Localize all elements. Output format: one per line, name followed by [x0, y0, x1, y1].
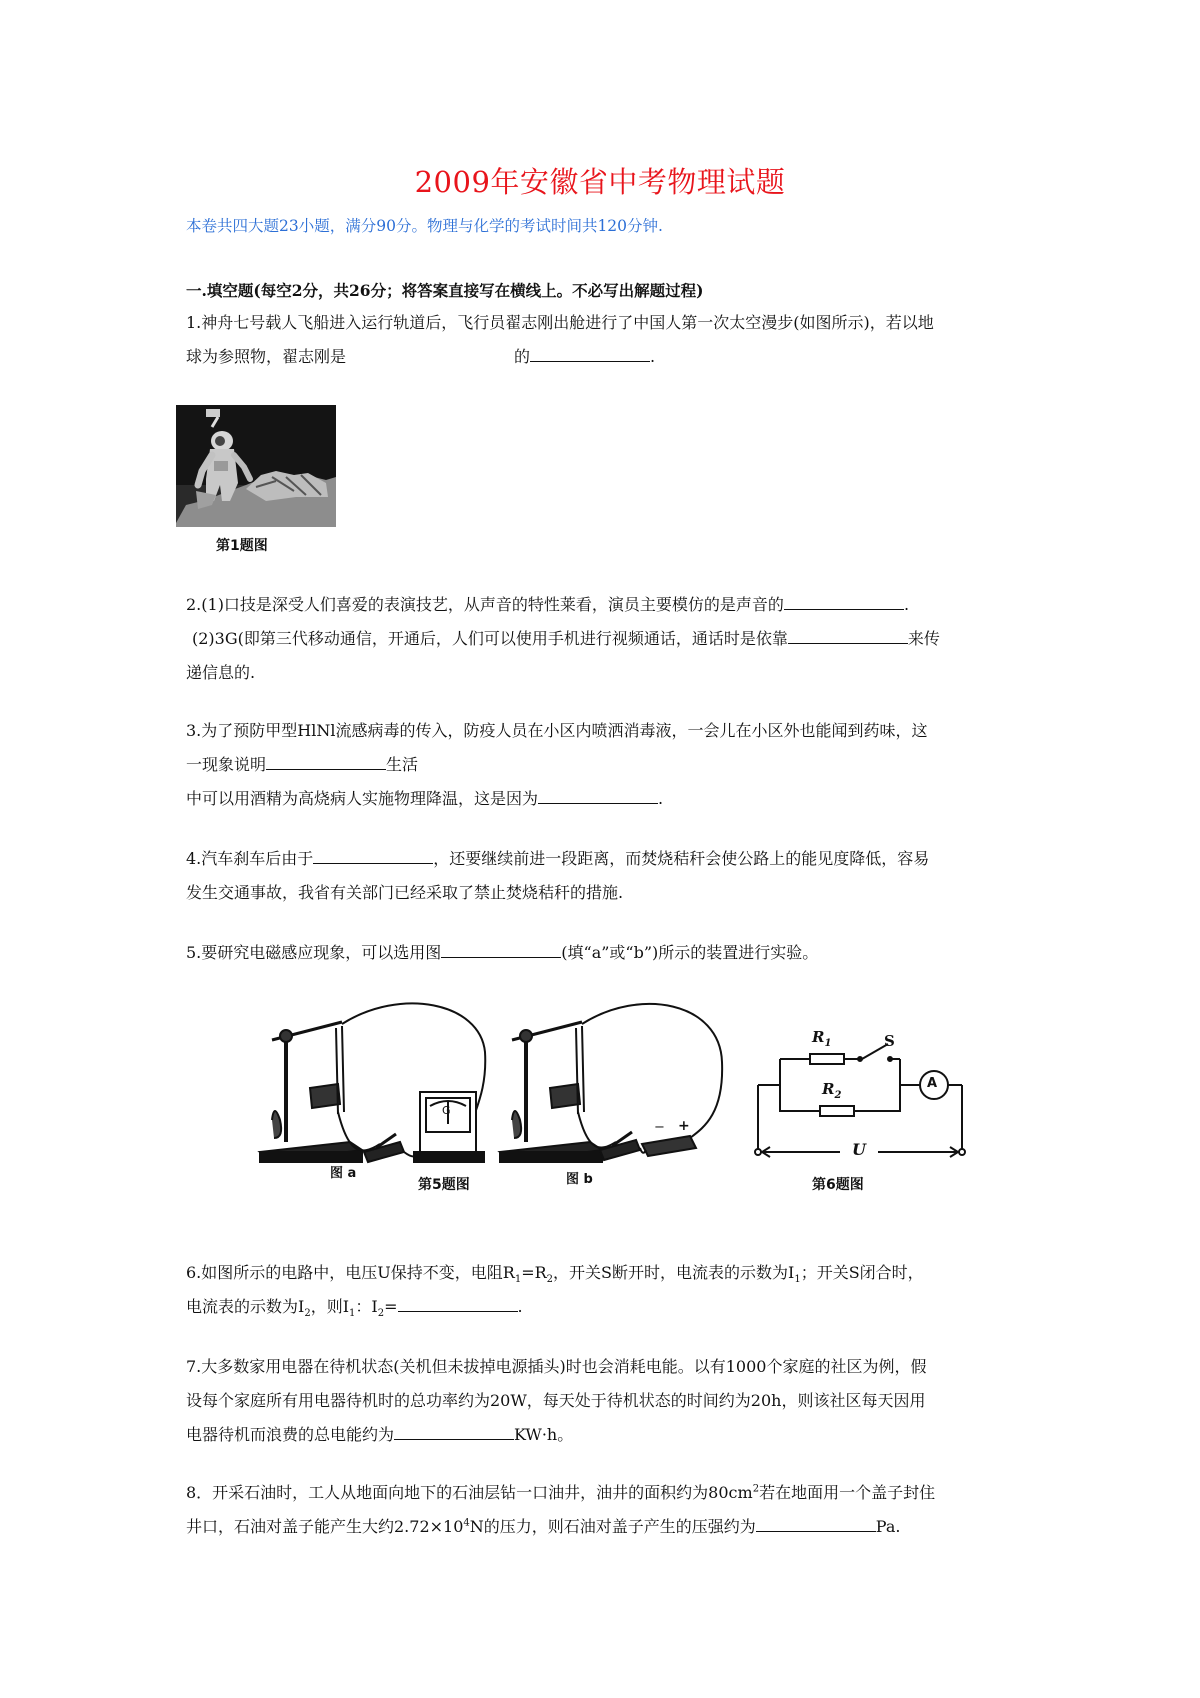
fig-a-label: 图 a — [330, 1166, 357, 1181]
q6-sub-5: 1 — [349, 1308, 356, 1320]
voltage-label: U — [852, 1140, 866, 1159]
ammeter-label: A — [927, 1076, 938, 1091]
answer-blank[interactable] — [788, 624, 908, 644]
q6-figure-caption: 第6题图 — [812, 1177, 864, 1193]
answer-blank[interactable] — [530, 342, 650, 362]
r2-subscript: 2 — [834, 1090, 842, 1101]
answer-blank[interactable] — [398, 1292, 518, 1312]
answer-blank[interactable] — [538, 784, 658, 804]
experiment-apparatus-diagram — [250, 992, 1050, 1204]
q3-line-2 — [186, 748, 1028, 782]
q6-text-9: . — [517, 1297, 523, 1316]
q6-text-2: =R — [521, 1263, 547, 1282]
q5-text-1: 5.要研究电磁感应现象，可以选用图 — [186, 943, 442, 962]
q6-sub-1: 1 — [514, 1274, 522, 1286]
q1-figure — [176, 405, 336, 554]
q1-line-1: 1.神舟七号载人飞船进入运行轨道后，飞行员翟志刚出舱进行了中国人第一次太空漫步(如图所示)，若以地 — [186, 313, 934, 332]
q3-text-3: 中可以用酒精为高烧病人实施物理降温，这是因为 — [186, 789, 539, 808]
q8-text-3: 井口，石油对盖子能产生大约2.72×10 — [186, 1517, 464, 1536]
q2-text-3: (2)3G(即第三代移动通信，开通后，人们可以使用手机进行视频通话，通话时是依靠 — [192, 629, 788, 648]
q6-sub-3: 1 — [794, 1274, 801, 1286]
q6-sub-6: 2 — [377, 1308, 385, 1320]
switch-label: S — [884, 1032, 895, 1050]
q6-sub-4: 2 — [304, 1308, 311, 1320]
q8-line-2 — [186, 1510, 1028, 1544]
q6-text-7: ：I — [355, 1297, 378, 1316]
answer-blank[interactable] — [756, 1512, 876, 1532]
q2-line-2 — [186, 622, 1028, 656]
q6-text-5: 电流表的示数为I — [186, 1297, 305, 1316]
question-8 — [186, 1476, 1028, 1544]
answer-blank[interactable] — [784, 590, 904, 610]
q1-line-2 — [186, 340, 1028, 374]
q8-line-1 — [186, 1476, 1028, 1510]
r1-subscript: 1 — [824, 1038, 832, 1049]
q6-text-8: = — [384, 1297, 398, 1316]
r2-label — [822, 1080, 842, 1101]
fig-b-label: 图 b — [566, 1172, 593, 1187]
q4-text-2: ，还要继续前进一段距离，而焚烧秸秆会使公路上的能见度降低，容易 — [433, 849, 930, 868]
q8-text-4: N的压力，则石油对盖子产生的压强约为 — [469, 1517, 756, 1536]
question-4 — [186, 842, 1028, 910]
section-heading: 一.填空题(每空2分，共26分；将答案直接写在横线上。不必写出解题过程) — [186, 281, 704, 300]
q2-line-3: 递信息的. — [186, 663, 256, 682]
q4-line-2: 发生交通事故，我省有关部门已经采取了禁止焚烧秸秆的措施. — [186, 883, 624, 902]
q2-text-2: . — [903, 595, 910, 614]
question-7 — [186, 1350, 1028, 1452]
q5-figure-caption: 第5题图 — [418, 1177, 470, 1193]
q5-q6-figures — [250, 992, 1050, 1204]
q6-line-1 — [186, 1256, 1028, 1290]
q1-text-3: . — [650, 347, 656, 366]
q4-line-1 — [186, 842, 1028, 876]
q7-line-3 — [186, 1418, 1028, 1452]
q6-line-2 — [186, 1290, 1028, 1324]
q3-text-2: 生活 — [386, 755, 419, 774]
answer-blank[interactable] — [394, 1420, 514, 1440]
q8-text-5: Pa. — [875, 1517, 901, 1536]
r1-label — [812, 1028, 832, 1049]
r2-symbol: R — [822, 1080, 835, 1098]
r1-symbol: R — [812, 1028, 825, 1046]
battery-plus: + — [678, 1118, 690, 1134]
q7-line-1: 7.大多数家用电器在待机状态(关机但未拔掉电源插头)时也会消耗电能。以有1000个家庭的社区为例，假 — [186, 1357, 927, 1376]
q4-text-1: 4.汽车刹车后由于 — [186, 849, 314, 868]
answer-blank[interactable] — [266, 750, 386, 770]
exam-intro: 本卷共四大题23小题，满分90分。物理与化学的考试时间共120分钟. — [186, 217, 663, 235]
q5-line-1 — [186, 936, 1028, 970]
q6-text-1: 6.如图所示的电路中，电压U保持不变，电阻R — [186, 1263, 515, 1282]
q8-sup-2: 4 — [463, 1517, 470, 1529]
q3-text-4: . — [658, 789, 664, 808]
q1-figure-caption: 第1题图 — [216, 538, 268, 554]
question-6 — [186, 1256, 1028, 1324]
q6-text-4: ；开关S闭合时， — [800, 1263, 924, 1282]
q8-text-1: 8．开采石油时，工人从地面向地下的石油层钻一口油井，油井的面积约为80cm — [186, 1483, 753, 1502]
battery-minus: − — [654, 1120, 665, 1135]
q6-sub-2: 2 — [546, 1274, 554, 1286]
answer-blank[interactable] — [441, 938, 561, 958]
q7-text-2: KW·h。 — [514, 1425, 574, 1444]
q2-text-4: 来传 — [907, 629, 940, 648]
q7-text-1: 电器待机而浪费的总电能约为 — [186, 1425, 395, 1444]
q1-text-2: 的 — [514, 347, 531, 366]
q6-text-3: ，开关S断开时，电流表的示数为I — [553, 1263, 795, 1282]
q2-text-1: 2.(1)口技是深受人们喜爱的表演技艺，从声音的特性莱看，演员主要模仿的是声音的 — [186, 595, 784, 614]
q3-line-3 — [186, 782, 1028, 816]
q5-text-2: (填“a”或“b”)所示的装置进行实验。 — [561, 943, 819, 962]
q7-line-2: 设每个家庭所有用电器待机时的总功率约为20W，每天处于待机状态的时间约为20h，则该社区每天因用 — [186, 1391, 926, 1410]
astronaut-spacewalk-image — [176, 405, 336, 527]
q8-sup-1: 2 — [752, 1483, 760, 1495]
question-3 — [186, 714, 1028, 816]
question-5 — [186, 936, 1028, 970]
question-1 — [186, 306, 1028, 374]
q3-line-1: 3.为了预防甲型HlNl流感病毒的传入，防疫人员在小区内喷洒消毒液，一会儿在小区外也能闻到药味，这 — [186, 721, 928, 740]
answer-blank[interactable] — [313, 844, 433, 864]
q1-text: 球为参照物，翟志刚是 — [186, 347, 347, 366]
q2-line-1 — [186, 588, 1028, 622]
galvanometer-label: G — [442, 1104, 451, 1117]
question-2 — [186, 588, 1028, 690]
q6-text-6: ，则I — [310, 1297, 350, 1316]
page-title: 2009年安徽省中考物理试题 — [414, 165, 786, 199]
q8-text-2: 若在地面用一个盖子封住 — [759, 1483, 936, 1502]
q3-text-1: 一现象说明 — [186, 755, 267, 774]
